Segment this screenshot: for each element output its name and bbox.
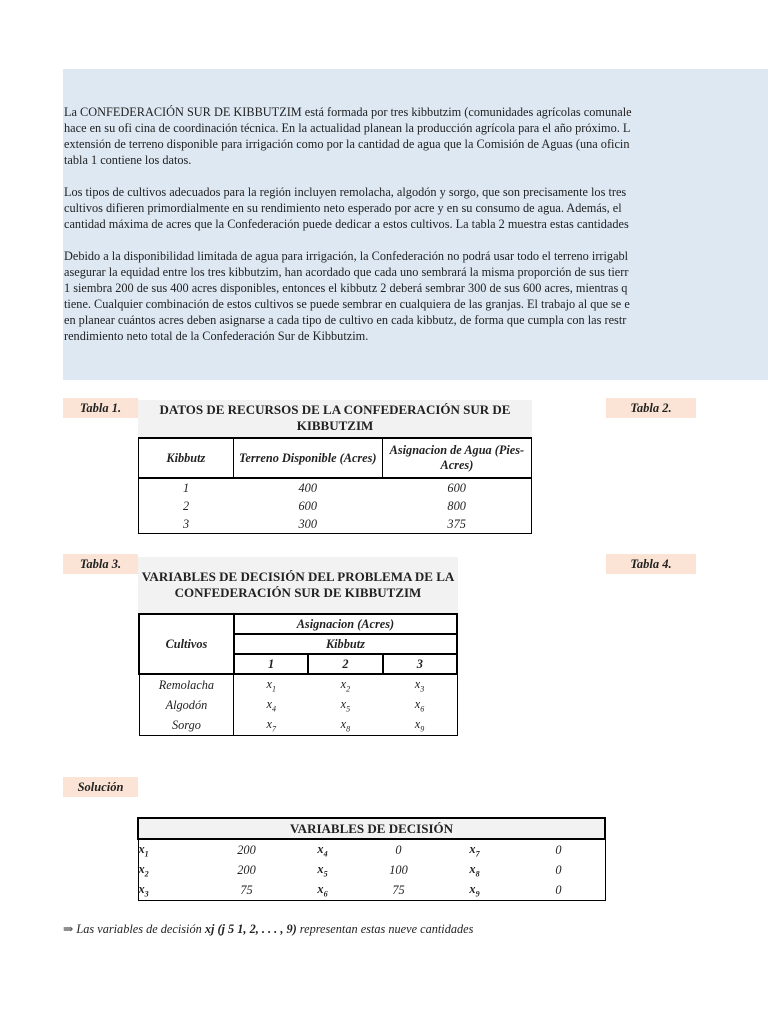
cell: 600: [298, 498, 317, 513]
crop-label: Remolacha: [158, 677, 215, 692]
var-label: $x_5$: [317, 861, 328, 879]
crop-label: Algodón: [165, 697, 208, 712]
cell: $x_7$: [234, 715, 308, 736]
var-index: 9: [420, 724, 425, 734]
cell: $x_1$: [234, 674, 308, 695]
table-1-title: DATOS DE RECURSOS DE LA CONFEDERACIÓN SUR DE KIBBUTZIM: [138, 400, 532, 437]
var-index: 8: [346, 724, 351, 734]
cell: $x_2$: [340, 676, 351, 694]
var-label: $x_4$: [317, 841, 328, 859]
decision-variables-table: [138, 613, 458, 736]
table-row: [138, 839, 605, 860]
solution-table: [137, 817, 606, 901]
var-value: 200: [237, 862, 256, 877]
header-kibbutz: Kibbutz: [234, 634, 457, 654]
intro-line: rendimiento neto total de la Confederación Sur de Kibbutzim.: [64, 329, 369, 343]
var-index: 4: [323, 849, 328, 859]
tabla-4-tag: Tabla 4.: [606, 554, 696, 574]
var-index: 1: [144, 849, 149, 859]
header-k3: 3: [383, 654, 457, 674]
cell: 1: [183, 480, 190, 495]
cell: 800: [447, 498, 466, 513]
table-row: [138, 880, 605, 901]
var-index: 4: [272, 704, 277, 714]
intro-line: en planear cuántos acres deben asignarse a cada tipo de cultivo en cada kibbutz, de forma que cumpla con las restr: [64, 313, 627, 327]
intro-line: hace en su ofi cina de coordinación técnica. En la actualidad planean la producción agrícola para el año próximo. L: [64, 121, 631, 135]
note-bold: xj (j 5 1, 2, . . . , 9): [204, 922, 297, 936]
intro-line: tabla 1 contiene los datos.: [64, 153, 192, 167]
var-index: 2: [346, 684, 351, 694]
header-asignacion: Asignacion (Acres): [234, 614, 457, 634]
var-value: 100: [389, 862, 408, 877]
var-index: 3: [144, 889, 149, 899]
cell: $x_6$: [414, 696, 425, 714]
footnote: [63, 922, 473, 937]
var-value: 0: [555, 862, 562, 877]
var-label: $x_2$: [138, 861, 149, 879]
crop-label: Sorgo: [171, 717, 201, 732]
table-row: [138, 860, 605, 880]
header-kibbutz: Kibbutz: [139, 438, 234, 478]
var-value: 200: [237, 842, 256, 857]
cell: $x_5$: [340, 696, 351, 714]
var-label: $x_8$: [469, 861, 480, 879]
var-label: $x_3$: [138, 881, 149, 899]
intro-line: asegurar la equidad entre los tres kibbutzim, han acordado que cada uno sembrará la misma proporción de sus tierr: [64, 265, 629, 279]
note-text-1: Las variables de decisión: [76, 922, 202, 936]
cell: 375: [447, 516, 466, 531]
var-index: 9: [475, 889, 480, 899]
var-index: 1: [272, 684, 277, 694]
solucion-tag: Solución: [63, 777, 138, 797]
intro-line: Los tipos de cultivos adecuados para la región incluyen remolacha, algodón y sorgo, que son precisamente los tres: [64, 185, 627, 199]
var-label: $x_9$: [469, 881, 480, 899]
var-label: $x_1$: [138, 841, 149, 859]
table-row: [139, 695, 457, 715]
intro-paragraph-2: [64, 184, 768, 232]
intro-line: extensión de terreno disponible para irrigación como por la cantidad de agua que la Comisión de Aguas (una oficin: [64, 137, 630, 151]
intro-panel: [63, 69, 768, 380]
header-agua: Asignacion de Agua (Pies-Acres): [382, 438, 531, 478]
intro-line: cantidad máxima de acres que la Confederación puede dedicar a estos cultivos. La tabla 2 muestra estas cantidades: [64, 217, 629, 231]
var-index: 8: [475, 869, 480, 879]
var-label: $x_6$: [317, 881, 328, 899]
cell: 300: [298, 516, 317, 531]
table-row: [139, 674, 457, 695]
cell: 400: [298, 480, 317, 495]
var-label: $x_7$: [469, 841, 480, 859]
cell: 3: [183, 516, 190, 531]
intro-line: tiene. Cualquier combinación de estos cultivos se puede sembrar en cualquiera de las granjas. El trabajo al que se e: [64, 297, 630, 311]
table-row: [139, 715, 457, 736]
var-value: 75: [240, 882, 253, 897]
var-index: 7: [475, 849, 480, 859]
var-index: 7: [272, 724, 277, 734]
intro-line: Debido a la disponibilidad limitada de agua para irrigación, la Confederación no podrá usar todo el terreno irrigabl: [64, 249, 629, 263]
intro-line: La CONFEDERACIÓN SUR DE KIBBUTZIM está formada por tres kibbutzim (comunidades agrícolas comunale: [64, 105, 632, 119]
tabla-1-tag: Tabla 1.: [63, 398, 138, 418]
var-value: 75: [392, 882, 405, 897]
var-value: 0: [555, 842, 562, 857]
cell: $x_8$: [340, 716, 351, 734]
note-text-2: representan estas nueve cantidades: [299, 922, 474, 936]
tabla-2-tag: Tabla 2.: [606, 398, 696, 418]
resources-table: [138, 437, 532, 534]
header-k1: 1: [234, 654, 308, 674]
header-k2: 2: [308, 654, 382, 674]
intro-line: 1 siembra 200 de sus 400 acres disponibles, entonces el kibbutz 2 deberá sembrar 300 de sus 600 acres, mientras q: [64, 281, 628, 295]
var-value: 0: [395, 842, 402, 857]
var-index: 5: [323, 869, 328, 879]
var-index: 5: [346, 704, 351, 714]
solution-title: VARIABLES DE DECISIÓN: [138, 818, 605, 839]
table-3-title: VARIABLES DE DECISIÓN DEL PROBLEMA DE LA CONFEDERACIÓN SUR DE KIBBUTZIM: [138, 557, 458, 613]
table-row: [139, 515, 532, 534]
table-row: [139, 497, 532, 515]
cell: 2: [183, 498, 190, 513]
intro-line: cultivos difieren primordialmente en su rendimiento neto esperado por acre y en su consumo de agua. Además, el: [64, 201, 622, 215]
header-terreno: Terreno Disponible (Acres): [233, 438, 382, 478]
var-index: 6: [420, 704, 425, 714]
intro-paragraph-1: [64, 104, 768, 168]
var-value: 0: [555, 882, 562, 897]
var-index: 2: [144, 869, 149, 879]
var-index: 3: [420, 684, 425, 694]
cell: $x_9$: [414, 716, 425, 734]
tabla-3-tag: Tabla 3.: [63, 554, 138, 574]
var-index: 6: [323, 889, 328, 899]
cell: $x_3$: [414, 676, 425, 694]
arrow-icon: ⇒: [63, 922, 74, 936]
table-row: [139, 478, 532, 497]
intro-paragraph-3: [64, 248, 768, 344]
cell: $x_4$: [234, 695, 308, 715]
cell: 600: [447, 480, 466, 495]
header-cultivos: Cultivos: [139, 614, 234, 674]
